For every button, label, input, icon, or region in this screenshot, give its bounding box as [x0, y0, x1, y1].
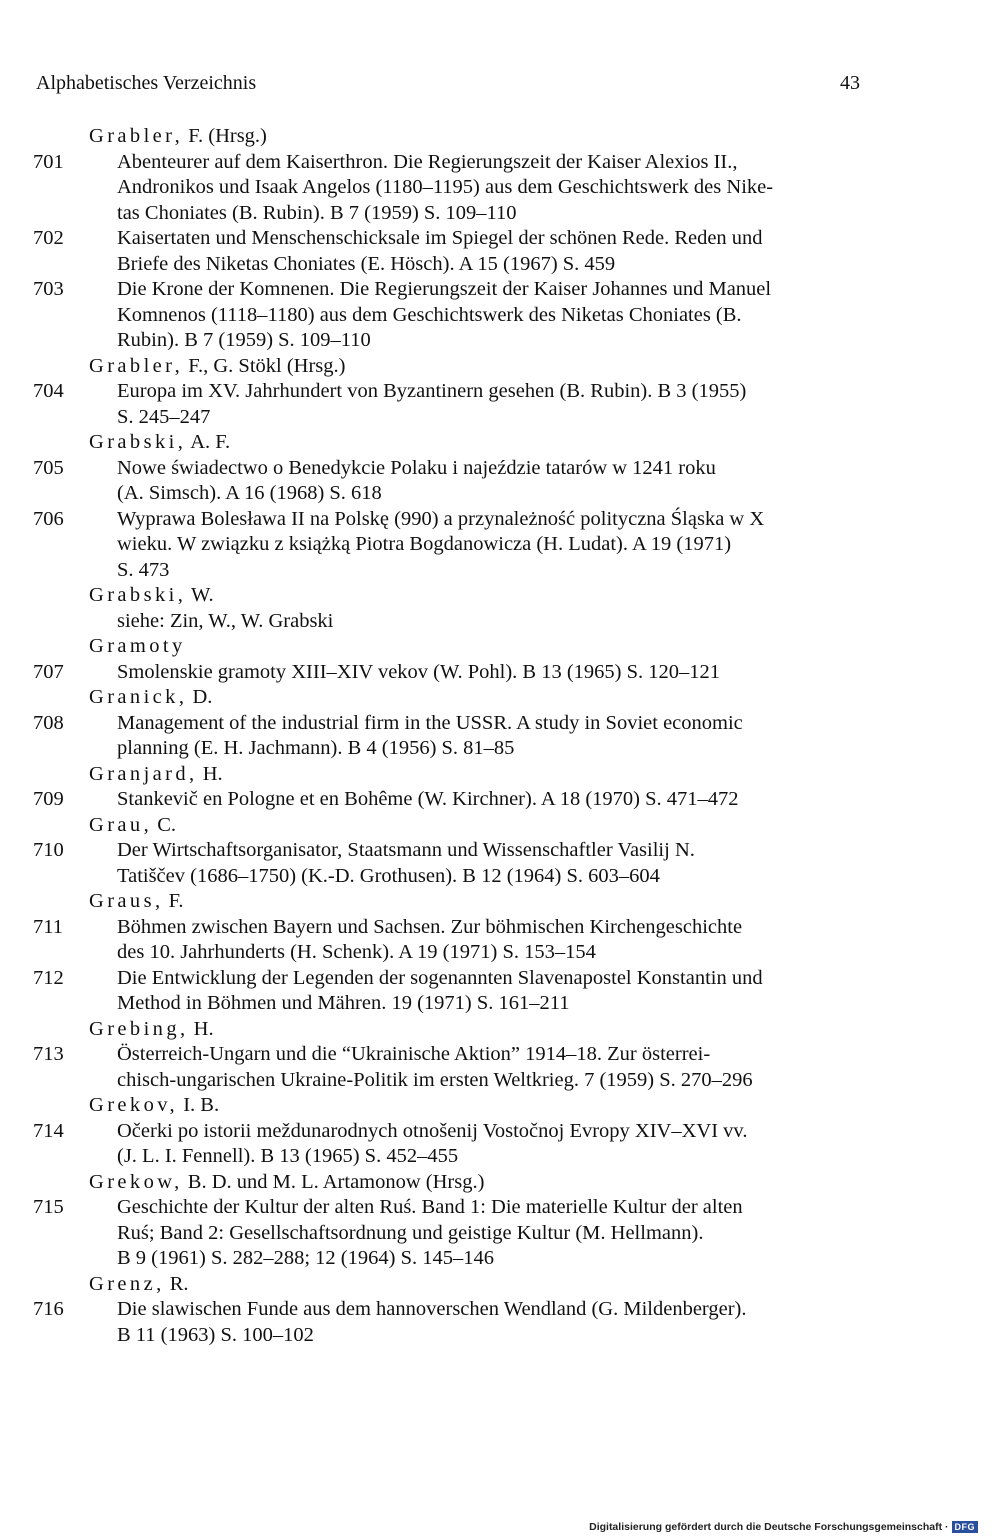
- entry-line: [0, 277, 1000, 303]
- entry-line: [0, 1221, 1000, 1247]
- entry-text: Geschichte der Kultur der alten Ruś. Band 1: Die materielle Kultur der alten: [117, 1196, 743, 1218]
- author-name: Grekov,: [89, 1094, 179, 1116]
- entry-text: S. 245–247: [117, 405, 211, 428]
- entry-number: 707: [33, 660, 64, 683]
- author-details: R.: [164, 1272, 189, 1295]
- entry-line: [0, 303, 1000, 329]
- entry-line: [0, 481, 1000, 507]
- author-details: F. (Hrsg.): [183, 125, 267, 147]
- entry-text: siehe: Zin, W., W. Grabski: [117, 609, 334, 632]
- author-details: H.: [188, 1017, 214, 1040]
- author-name: Graus,: [89, 890, 164, 912]
- author-details: F., G. Stökl (Hrsg.): [183, 354, 346, 377]
- entry-text: S. 473: [117, 558, 170, 581]
- entry-number: 705: [33, 456, 64, 479]
- entry-line: [0, 456, 1000, 482]
- author-heading: [0, 634, 1000, 660]
- entry-number: 709: [33, 788, 64, 810]
- entry-text: Abenteurer auf dem Kaiserthron. Die Regierungszeit der Kaiser Alexios II.,: [117, 150, 738, 173]
- entry-text: Ruś; Band 2: Gesellschaftsordnung und geistige Kultur (M. Hellmann).: [117, 1221, 704, 1244]
- author-name: Gramoty: [89, 635, 186, 657]
- author-heading: [0, 430, 1000, 456]
- entry-text: Rubin). B 7 (1959) S. 109–110: [117, 329, 371, 351]
- entry-number: 701: [33, 150, 64, 173]
- author-name: Granjard,: [89, 762, 198, 785]
- entry-text: Management of the industrial firm in the USSR. A study in Soviet economic: [117, 711, 743, 734]
- entry-text: (A. Simsch). A 16 (1968) S. 618: [117, 482, 382, 504]
- entry-line: [0, 1195, 1000, 1221]
- entry-line: [0, 226, 1000, 252]
- author-details: C.: [152, 813, 177, 836]
- entry-line: [0, 1297, 1000, 1323]
- index-entries: [0, 124, 1000, 1348]
- author-heading: [0, 354, 1000, 380]
- entry-text: Komnenos (1118–1180) aus dem Geschichtswerk des Niketas Choniates (B.: [117, 303, 742, 326]
- entry-line: [0, 252, 1000, 278]
- dfg-logo: DFG: [952, 1521, 979, 1533]
- author-details: F.: [163, 890, 184, 912]
- entry-text: Kaisertaten und Menschenschicksale im Spiegel der schönen Rede. Reden und: [117, 227, 763, 249]
- entry-number: 703: [33, 278, 64, 300]
- author-heading: [0, 1017, 1000, 1043]
- entry-line: [0, 507, 1000, 533]
- entry-text: tas Choniates (B. Rubin). B 7 (1959) S. 109–110: [117, 201, 517, 224]
- entry-text: Wyprawa Bolesława II na Polskę (990) a przynależność polityczna Śląska w X: [117, 507, 765, 530]
- entry-line: [0, 838, 1000, 864]
- page-header: [36, 72, 860, 102]
- author-details: H.: [197, 762, 223, 785]
- entry-text: Nowe świadectwo o Benedykcie Polaku i najeździe tatarów w 1241 roku: [117, 456, 716, 479]
- entry-line: [0, 379, 1000, 405]
- entry-line: [0, 864, 1000, 890]
- entry-text: Die Krone der Komnenen. Die Regierungszeit der Kaiser Johannes und Manuel: [117, 278, 772, 300]
- page-number: 43: [840, 72, 860, 94]
- author-heading: [0, 762, 1000, 788]
- running-title: Alphabetisches Verzeichnis: [36, 72, 257, 94]
- entry-number: 716: [33, 1298, 64, 1320]
- entry-text: Österreich-Ungarn und die “Ukrainische Aktion” 1914–18. Zur österrei-: [117, 1043, 711, 1065]
- entry-line: [0, 150, 1000, 176]
- entry-text: chisch-ungarischen Ukraine-Politik im ersten Weltkrieg. 7 (1959) S. 270–296: [117, 1068, 753, 1091]
- entry-text: Andronikos und Isaak Angelos (1180–1195) aus dem Geschichtswerk des Nike-: [117, 176, 774, 198]
- entry-line: [0, 1246, 1000, 1272]
- entry-line: [0, 1144, 1000, 1170]
- entry-text: Europa im XV. Jahrhundert von Byzantinern gesehen (B. Rubin). B 3 (1955): [117, 380, 747, 402]
- entry-line: [0, 405, 1000, 431]
- author-name: Grabler,: [89, 125, 184, 147]
- entry-line: [0, 915, 1000, 941]
- author-heading: [0, 813, 1000, 839]
- entry-text: Očerki po istorii meždunarodnych otnošenij Vostočnoj Evropy XIV–XVI vv.: [117, 1119, 748, 1142]
- entry-number: 712: [33, 966, 64, 989]
- entry-text: B 11 (1963) S. 100–102: [117, 1323, 314, 1346]
- entry-number: 711: [33, 915, 63, 938]
- entry-text: Briefe des Niketas Choniates (E. Hösch). A 15 (1967) S. 459: [117, 252, 616, 275]
- author-heading: [0, 685, 1000, 711]
- entry-line: [0, 609, 1000, 635]
- entry-line: [0, 1119, 1000, 1145]
- entry-line: [0, 966, 1000, 992]
- entry-text: Stankevič en Pologne et en Bohême (W. Kirchner). A 18 (1970) S. 471–472: [117, 788, 739, 810]
- entry-number: 706: [33, 507, 64, 530]
- entry-line: [0, 991, 1000, 1017]
- entry-line: [0, 711, 1000, 737]
- author-details: W.: [186, 584, 214, 606]
- entry-number: 710: [33, 839, 64, 861]
- entry-text: Die slawischen Funde aus dem hannoverschen Wendland (G. Mildenberger).: [117, 1298, 747, 1320]
- author-heading: [0, 124, 1000, 150]
- entry-line: [0, 1042, 1000, 1068]
- entry-number: 708: [33, 711, 64, 734]
- footer-credit: [589, 1520, 978, 1534]
- entry-text: Tatiščev (1686–1750) (K.-D. Grothusen). B 12 (1964) S. 603–604: [117, 864, 660, 887]
- entry-text: planning (E. H. Jachmann). B 4 (1956) S. 81–85: [117, 737, 515, 759]
- entry-line: [0, 736, 1000, 762]
- entry-line: [0, 532, 1000, 558]
- entry-line: [0, 328, 1000, 354]
- author-name: Grabski,: [89, 431, 187, 453]
- entry-text: des 10. Jahrhunderts (H. Schenk). A 19 (1971) S. 153–154: [117, 941, 596, 963]
- entry-line: [0, 201, 1000, 227]
- entry-text: (J. L. I. Fennell). B 13 (1965) S. 452–455: [117, 1145, 459, 1167]
- author-name: Grekow,: [89, 1170, 183, 1193]
- entry-text: Böhmen zwischen Bayern und Sachsen. Zur böhmischen Kirchengeschichte: [117, 915, 743, 938]
- entry-text: wieku. W związku z książką Piotra Bogdanowicza (H. Ludat). A 19 (1971): [117, 533, 732, 555]
- entry-line: [0, 1068, 1000, 1094]
- author-heading: [0, 1272, 1000, 1298]
- entry-line: [0, 175, 1000, 201]
- entry-line: [0, 558, 1000, 584]
- author-name: Granick,: [89, 686, 188, 708]
- author-heading: [0, 1170, 1000, 1196]
- author-details: B. D. und M. L. Artamonow (Hrsg.): [182, 1170, 485, 1193]
- entry-line: [0, 1323, 1000, 1349]
- entry-line: [0, 660, 1000, 686]
- entry-text: B 9 (1961) S. 282–288; 12 (1964) S. 145–146: [117, 1247, 494, 1269]
- entry-line: [0, 940, 1000, 966]
- entry-text: Der Wirtschaftsorganisator, Staatsmann und Wissenschaftler Vasilij N.: [117, 839, 695, 861]
- entry-number: 714: [33, 1119, 64, 1142]
- author-details: I. B.: [178, 1094, 220, 1116]
- author-name: Grebing,: [89, 1017, 189, 1040]
- author-name: Grau,: [89, 813, 153, 836]
- author-name: Grabski,: [89, 584, 187, 606]
- author-details: A. F.: [186, 431, 231, 453]
- author-heading: [0, 1093, 1000, 1119]
- entry-text: Method in Böhmen und Mähren. 19 (1971) S. 161–211: [117, 992, 570, 1014]
- entry-line: [0, 787, 1000, 813]
- entry-number: 704: [33, 380, 64, 402]
- footer-text: Digitalisierung gefördert durch die Deutsche Forschungsgemeinschaft ·: [589, 1521, 949, 1533]
- author-heading: [0, 583, 1000, 609]
- entry-number: 702: [33, 227, 64, 249]
- entry-number: 713: [33, 1043, 64, 1065]
- author-heading: [0, 889, 1000, 915]
- entry-number: 715: [33, 1196, 64, 1218]
- author-name: Grenz,: [89, 1272, 165, 1295]
- author-details: D.: [187, 686, 213, 708]
- author-name: Grabler,: [89, 354, 184, 377]
- entry-text: Smolenskie gramoty XIII–XIV vekov (W. Pohl). B 13 (1965) S. 120–121: [117, 660, 720, 683]
- entry-text: Die Entwicklung der Legenden der sogenannten Slavenapostel Konstantin und: [117, 966, 763, 989]
